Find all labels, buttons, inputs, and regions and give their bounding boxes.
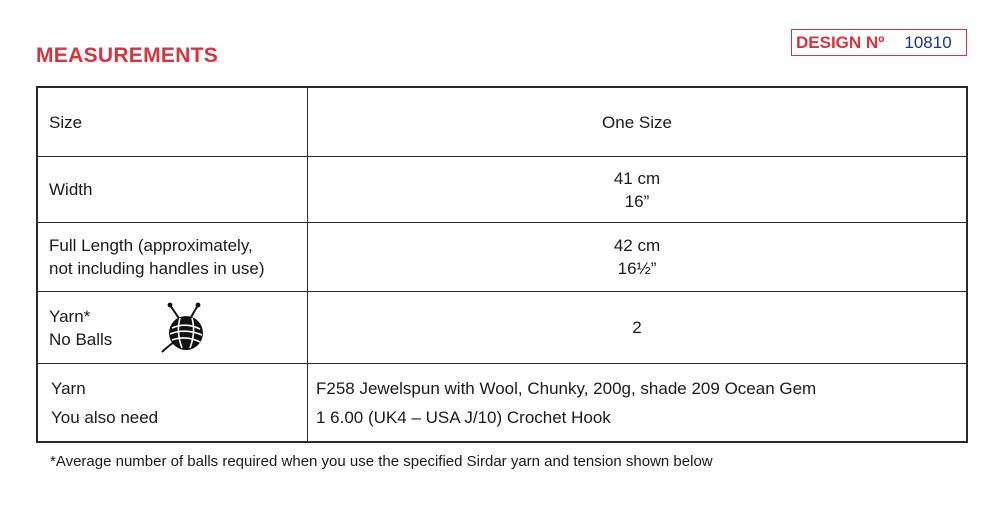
length-label-line1: Full Length (approximately, xyxy=(49,236,253,255)
width-cm: 41 cm xyxy=(613,168,661,188)
length-label-line2: not including handles in use) xyxy=(49,259,265,278)
width-in: 16” xyxy=(624,191,650,211)
balls-label xyxy=(37,292,308,364)
length-cm: 42 cm xyxy=(613,236,661,255)
table-row-balls xyxy=(37,292,967,364)
table-row-materials xyxy=(37,364,967,443)
design-number-box xyxy=(791,29,967,56)
yarn-ball-with-needles-icon xyxy=(160,302,210,354)
width-label: Width xyxy=(37,157,308,223)
size-label: Size xyxy=(37,87,308,157)
materials-label-line2: You also need xyxy=(51,407,159,427)
length-in: 16½” xyxy=(617,259,657,278)
footnote: *Average number of balls required when you use the specified Sirdar yarn and tension shown below xyxy=(50,453,713,470)
measurements-table xyxy=(36,86,968,443)
page-title: MEASUREMENTS xyxy=(36,44,219,67)
design-label: DESIGN Nº xyxy=(796,32,885,52)
balls-label-line2: No Balls xyxy=(49,329,113,349)
length-label xyxy=(37,223,308,292)
table-row-size xyxy=(37,87,967,157)
length-value xyxy=(308,223,968,292)
yarn-description: F258 Jewelspun with Wool, Chunky, 200g, shade 209 Ocean Gem xyxy=(316,378,817,398)
table-row-length xyxy=(37,223,967,292)
materials-label-line1: Yarn xyxy=(51,378,86,398)
materials-value xyxy=(308,364,968,443)
hook-description: 1 6.00 (UK4 – USA J/10) Crochet Hook xyxy=(316,407,611,427)
materials-label xyxy=(37,364,308,443)
width-value xyxy=(308,157,968,223)
table-row-width xyxy=(37,157,967,223)
size-value: One Size xyxy=(308,87,968,157)
design-number: 10810 xyxy=(904,32,952,52)
balls-label-line1: Yarn* xyxy=(49,306,91,326)
balls-value: 2 xyxy=(308,292,968,364)
